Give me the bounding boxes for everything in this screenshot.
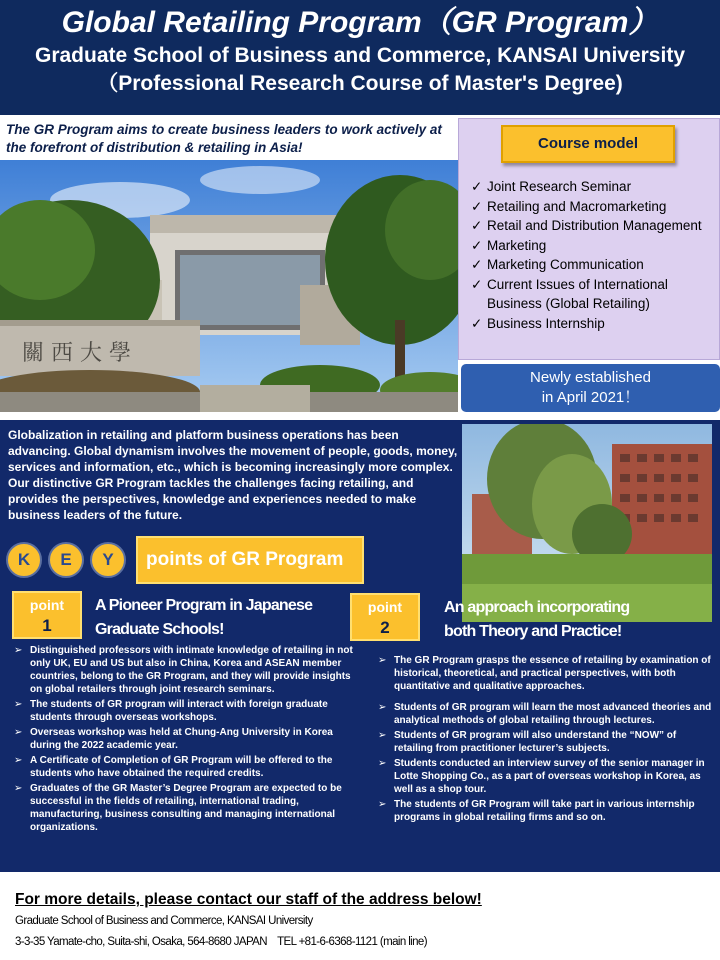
- course-item: ✓ Joint Research Seminar: [471, 177, 717, 197]
- point-1-bullet: ➢ A Certificate of Completion of GR Program will be offered to the students who have obtained the required credits.: [14, 754, 354, 780]
- point-1-title: [95, 594, 355, 642]
- point-2-bullet: ➢ The students of GR Program will take part in various internship programs in global retailing firms and so on.: [378, 798, 713, 824]
- newly-line-2: in April 2021！: [541, 389, 640, 406]
- course-name: （Professional Research Course of Master's Degree): [97, 72, 623, 95]
- key-letter-y: Y: [90, 542, 126, 578]
- point-2-number: 2: [380, 618, 390, 637]
- point-2-bullet: ➢ Students conducted an interview survey of the senior manager in Lotte Shopping Co., as a part of overseas workshop in Korea, as well as a shop tour.: [378, 757, 713, 796]
- point-1-badge: [12, 591, 82, 639]
- main-panel: [0, 420, 720, 872]
- course-list: [471, 177, 717, 333]
- program-title: Global Retailing Program（GR Program）: [61, 6, 659, 39]
- newly-established-badge: [461, 364, 720, 412]
- contact-school: Graduate School of Business and Commerce, KANSAI University: [15, 915, 313, 927]
- key-letter-e: E: [48, 542, 84, 578]
- contact-address: 3-3-35 Yamate-cho, Suita-shi, Osaka, 564-8680 JAPAN TEL +81-6-6368-1121 (main line): [15, 936, 427, 948]
- point-1-bullets: [14, 644, 354, 836]
- point-2-bullet: ➢ Students of GR program will also understand the “NOW” of retailing from practitioner lecturer’s subjects.: [378, 729, 713, 755]
- course-model-button[interactable]: Course model: [501, 125, 675, 163]
- course-model-panel: [458, 118, 720, 360]
- key-points-heading: points of GR Program: [136, 536, 364, 584]
- course-item: ✓ Current Issues of International Business (Global Retailing): [471, 275, 717, 314]
- point-2-title-line-2: both Theory and Practice!: [444, 623, 622, 640]
- campus-gate-photo: [0, 160, 458, 412]
- point-2-bullet: ➢ The GR Program grasps the essence of retailing by examination of historical, theoretical, and practical perspectives, with both quantitative and qualitative approaches.: [378, 654, 713, 693]
- point-2-bullets: [378, 654, 713, 826]
- point-2-title: [444, 596, 714, 644]
- contact-heading: For more details, please contact our staff of the address below!: [15, 891, 482, 908]
- point-1-bullet: ➢ The students of GR program will interact with foreign graduate students through overseas workshops.: [14, 698, 354, 724]
- point-2-badge: [350, 593, 420, 641]
- point-2-word: point: [367, 599, 403, 615]
- point-2-bullet: ➢ Students of GR program will learn the most advanced theories and analytical methods of global retailing through lectures.: [378, 701, 713, 727]
- point-1-title-line-2: Graduate Schools!: [95, 621, 224, 638]
- campus-building-photo: [462, 424, 712, 622]
- point-1-word: point: [29, 597, 65, 613]
- campus-sign-text: 關 西 大 學: [22, 341, 131, 366]
- intro-paragraph: Globalization in retailing and platform business operations has been advancing. Global dynamism involves the movement of people, goods, money, services and information, etc., which is becoming increasingly more complex. Our distinctive GR Program tackles the challenges facing retailing, and provides the perspectives, knowledge and experiences needed to make business leaders of the future.: [8, 428, 458, 522]
- tagline: The GR Program aims to create business leaders to work actively at the forefront of distribution & retailing in Asia!: [6, 122, 442, 155]
- course-item: ✓ Retailing and Macromarketing: [471, 197, 717, 217]
- school-name: Graduate School of Business and Commerce, KANSAI University: [35, 44, 685, 67]
- newly-line-1: Newly established: [530, 369, 651, 386]
- point-2-title-line-1: An approach incorporating: [444, 599, 630, 616]
- header-banner: [0, 0, 720, 115]
- course-item: ✓ Business Internship: [471, 314, 717, 334]
- key-letter-k: K: [6, 542, 42, 578]
- course-item: ✓ Marketing Communication: [471, 255, 717, 275]
- course-item: ✓ Retail and Distribution Management: [471, 216, 717, 236]
- course-item: ✓ Marketing: [471, 236, 717, 256]
- point-1-bullet: ➢ Overseas workshop was held at Chung-Ang University in Korea during the 2022 academic year.: [14, 726, 354, 752]
- point-1-bullet: ➢ Graduates of the GR Master’s Degree Program are expected to be successful in the fields of retailing, international trading, manufacturing, business consulting and managing international organizations.: [14, 782, 354, 834]
- point-1-title-line-1: A Pioneer Program in Japanese: [95, 597, 313, 614]
- point-1-number: 1: [42, 616, 52, 635]
- point-1-bullet: ➢ Distinguished professors with intimate knowledge of retailing in not only UK, EU and US but also in China, Korea and ASEAN member countries, belong to the GR Program, and they will provide insights on global retailers through joint research seminars.: [14, 644, 354, 696]
